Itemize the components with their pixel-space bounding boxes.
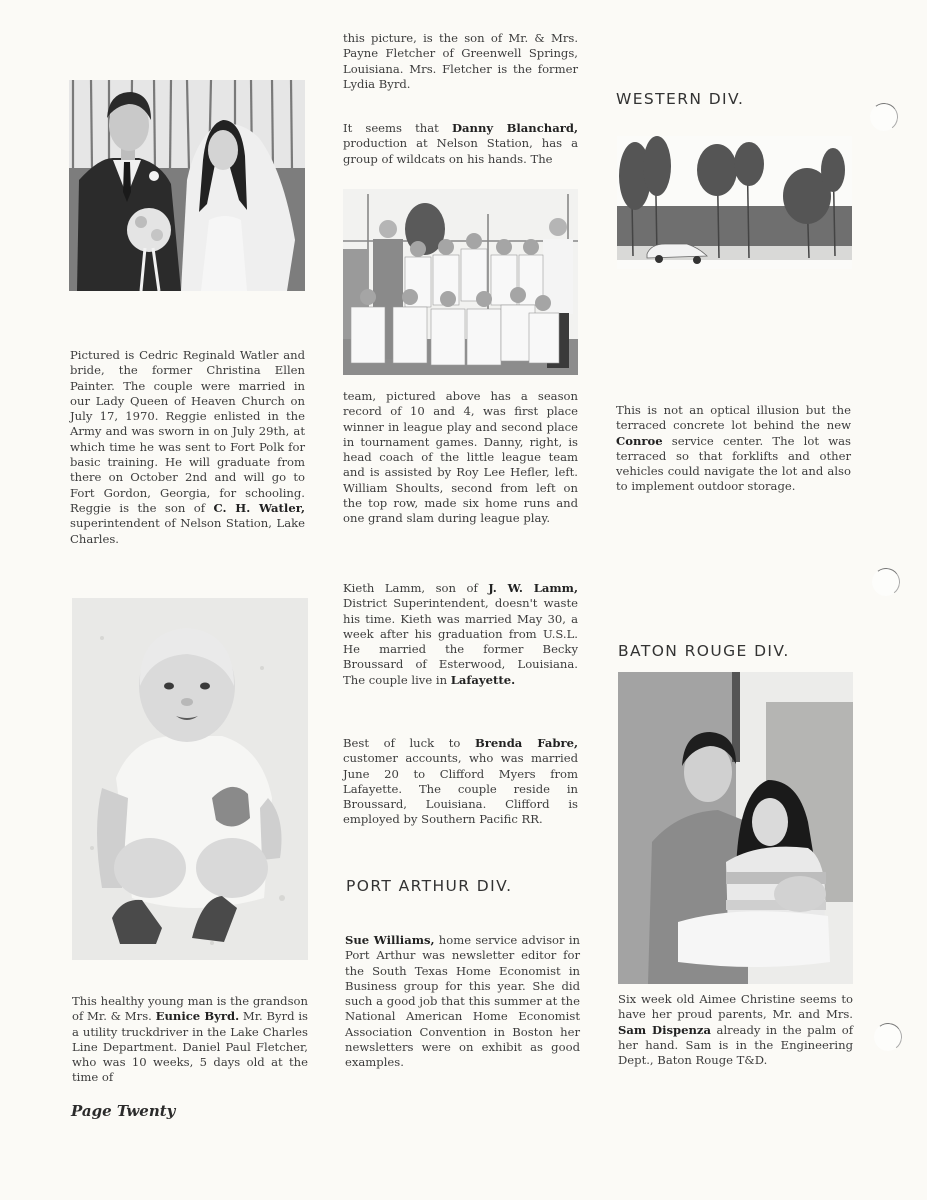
- highlighted-name: Danny Blanchard,: [451, 121, 578, 135]
- western-div-heading: WESTERN DIV.: [616, 90, 745, 108]
- wedding-photo: [69, 80, 305, 291]
- text-run: Pictured is Cedric Reginald Watler and bride, the former Christina Ellen Painter. The couple were married in our Lady Queen of Heaven Church on July 17, 1970. Reggie enlisted in the Army and was sworn in on July 29th, at which time he was sent to Fort Polk for basic training. He will graduate from there on October 2nd and will go to Fort Gordon, Georgia, for schooling. Reggie is the son of: [70, 348, 305, 515]
- text-run: home service advisor in Port Arthur was newsletter editor for the South Texas Home Economist in Business group for this year. She did such a good job that this summer at the National American Home Economist Association Convention in Boston her newsletters were on exhibit as good examples.: [345, 933, 580, 1070]
- baby-photo: [72, 598, 308, 960]
- wedding-caption: [70, 348, 305, 547]
- dispenza-item: [618, 992, 853, 1068]
- lamm-item: [343, 581, 578, 688]
- conroe-lot-photo: [617, 136, 852, 269]
- text-run: superintendent of Nelson Station, Lake Charles.: [70, 516, 305, 546]
- baseball-team-photo: [343, 189, 578, 375]
- text-run: customer accounts, who was married June 20 to Clifford Myers from Lafayette. The couple reside in Broussard, Louisiana. Clifford is employed by Southern Pacific RR.: [343, 751, 578, 827]
- team-caption: team, pictured above has a season record of 10 and 4, was first place winner in league play and second place in tournament games. Danny, right, is head coach of the little league team and is assisted by Roy Lee Hefler, left. William Shoults, second from left on the top row, made six home runs and one grand slam during league play.: [343, 389, 578, 526]
- highlighted-name: Eunice Byrd.: [155, 1009, 240, 1024]
- baton-rouge-div-heading: BATON ROUGE DIV.: [618, 642, 790, 660]
- conroe-item: [616, 403, 851, 495]
- dispenza-family-photo: [618, 672, 853, 984]
- binder-hole-middle: [870, 566, 902, 598]
- text-run: Kieth Lamm, son of: [343, 581, 489, 595]
- highlighted-name: Brenda Fabre,: [474, 736, 578, 750]
- williams-item: [345, 933, 580, 1071]
- text-run: already in the palm of her hand. Sam is in the Engineering Dept., Baton Rouge T&D.: [618, 1022, 853, 1068]
- text-run: This is not an optical illusion but the terraced concrete lot behind the new: [616, 403, 851, 433]
- text-run: Six week old Aimee Christine seems to have her proud parents, Mr. and Mrs.: [618, 992, 853, 1022]
- highlighted-name: Conroe: [616, 433, 663, 448]
- highlighted-name: Sue Williams,: [345, 933, 435, 947]
- text-run: It seems that: [343, 121, 452, 135]
- text-run: District Superintendent, doesn't waste his time. Kieth was married May 30, a week after his graduation from U.S.L. He married the former Becky Broussard of Esterwood, Louisiana. The couple live in: [343, 596, 578, 687]
- port-arthur-heading: PORT ARTHUR DIV.: [346, 877, 513, 895]
- wildcats-intro: [343, 121, 578, 167]
- text-run: This healthy young man is the grandson of Mr. & Mrs.: [72, 994, 308, 1024]
- highlighted-name: C. H. Watler,: [213, 500, 305, 515]
- fabre-item: [343, 736, 578, 828]
- highlighted-name: Lafayette.: [450, 672, 516, 687]
- page-number: Page Twenty: [71, 1102, 176, 1120]
- text-run: Mr. Byrd is a utility truckdriver in the Lake Charles Line Department. Daniel Paul Fletcher, who was 10 weeks, 5 days old at the time of: [72, 1009, 308, 1085]
- binder-hole-bottom: [872, 1021, 904, 1053]
- binder-hole-top: [868, 101, 900, 133]
- baby-caption: [72, 994, 308, 1086]
- text-run: service center. The lot was terraced so that forklifts and other vehicles could navigate the lot and also to implement outdoor storage.: [616, 433, 851, 494]
- highlighted-name: Sam Dispenza: [618, 1022, 712, 1037]
- text-run: production at Nelson Station, has a group of wildcats on his hands. The: [343, 136, 578, 166]
- baby-caption-continued: this picture, is the son of Mr. & Mrs. Payne Fletcher of Greenwell Springs, Louisiana. Mrs. Fletcher is the former Lydia Byrd.: [343, 31, 578, 91]
- text-run: Best of luck to: [343, 736, 475, 750]
- highlighted-name: J. W. Lamm,: [488, 581, 578, 595]
